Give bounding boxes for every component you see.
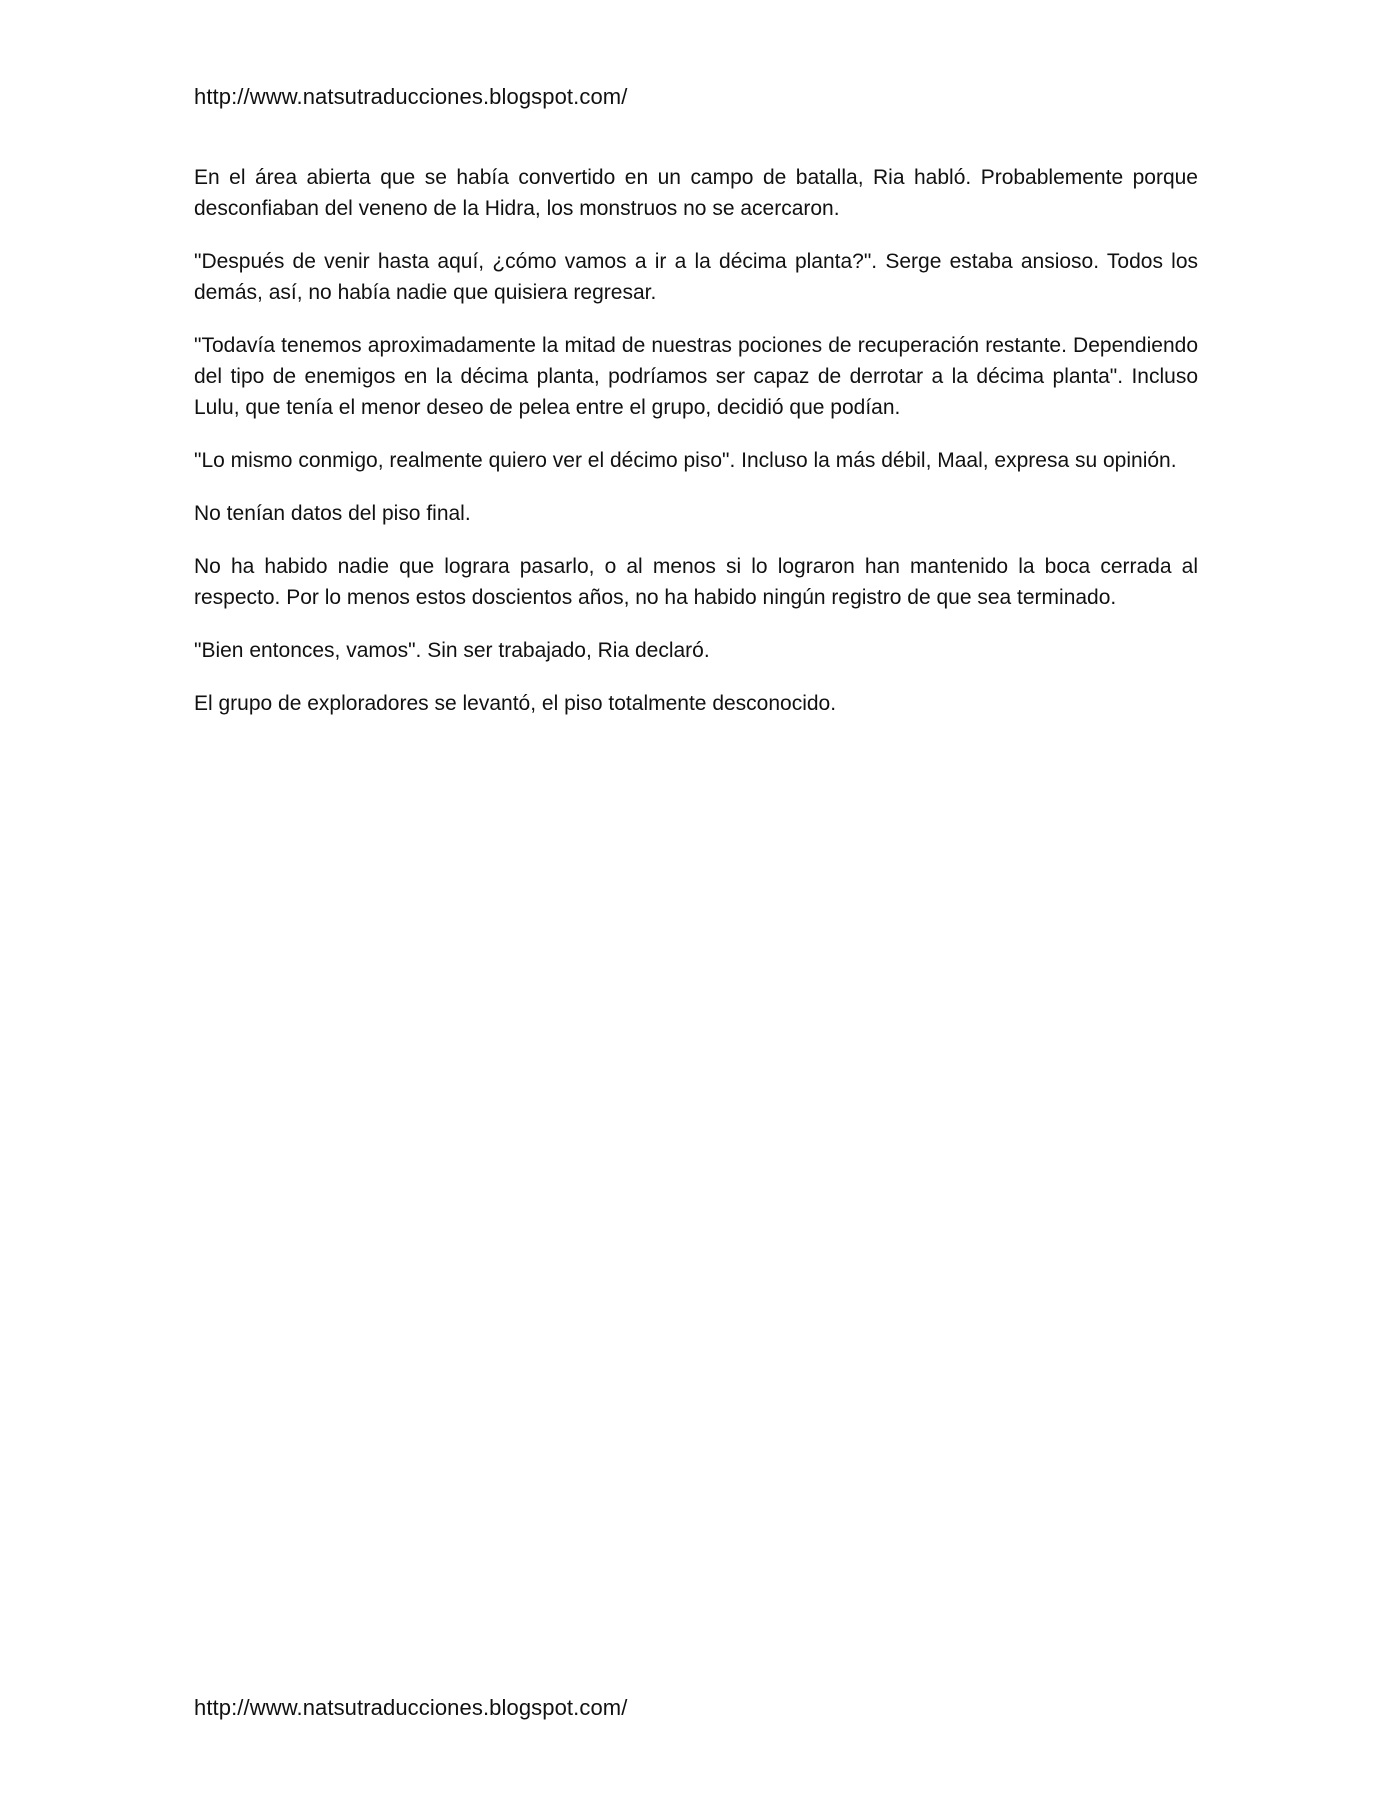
header-url: http://www.natsutraducciones.blogspot.com/ (194, 84, 628, 109)
paragraph: "Todavía tenemos aproximadamente la mitad de nuestras pociones de recuperación restante. Dependiendo del tipo de enemigos en la décima planta, podríamos ser capaz de derrotar a la décima planta". Incluso Lulu, que tenía el menor deseo de pelea entre el grupo, decidió que podían. (194, 334, 1198, 419)
paragraph: "Lo mismo conmigo, realmente quiero ver el décimo piso". Incluso la más débil, Maal, expresa su opinión. (194, 449, 1177, 472)
paragraph: No ha habido nadie que lograra pasarlo, o al menos si lo lograron han mantenido la boca cerrada al respecto. Por lo menos estos doscientos años, no ha habido ningún registro de que sea terminado. (194, 555, 1198, 609)
body-text (194, 162, 1198, 741)
footer-url: http://www.natsutraducciones.blogspot.com/ (194, 1695, 628, 1720)
paragraph: El grupo de exploradores se levantó, el piso totalmente desconocido. (194, 692, 837, 715)
paragraph: "Bien entonces, vamos". Sin ser trabajado, Ria declaró. (194, 639, 710, 662)
paragraph: No tenían datos del piso final. (194, 502, 471, 525)
paragraph: En el área abierta que se había convertido en un campo de batalla, Ria habló. Probablemente porque desconfiaban del veneno de la Hidra, los monstruos no se acercaron. (194, 166, 1198, 220)
paragraph: "Después de venir hasta aquí, ¿cómo vamos a ir a la décima planta?". Serge estaba ansioso. Todos los demás, así, no había nadie que quisiera regresar. (194, 250, 1198, 304)
